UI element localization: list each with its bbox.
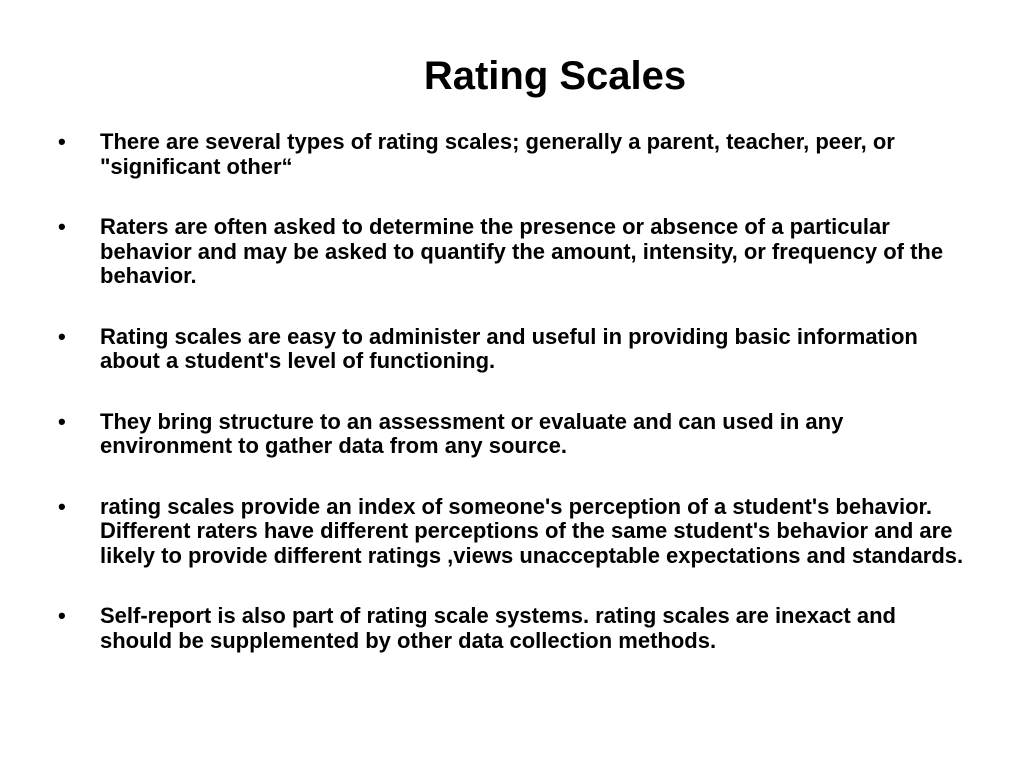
bullet-text: rating scales provide an index of someone's perception of a student's behavior. Different raters have different perceptions of the same student's behavior and are likely to provide different ratings ,views unacceptable expectations and standards. (100, 493, 964, 568)
slide-title: Rating Scales (423, 54, 687, 98)
bullet-text: Raters are often asked to determine the presence or absence of a particular behavior and may be asked to quantify the amount, intensity, or frequency of the behavior. (100, 214, 944, 288)
list-item (56, 495, 966, 569)
bullet-icon: • (58, 603, 66, 628)
bullet-text: They bring structure to an assessment or evaluate and can used in any environment to gather data from any source. (100, 408, 844, 458)
list-item (56, 215, 966, 289)
bullet-icon: • (58, 323, 66, 349)
bullet-icon: • (58, 214, 66, 239)
bullet-text: Rating scales are easy to administer and useful in providing basic information about a student's level of functioning. (100, 323, 918, 373)
list-item (56, 604, 966, 653)
bullet-text: There are several types of rating scales; generally a parent, teacher, peer, or "significant other“ (100, 129, 895, 179)
list-item (56, 410, 966, 459)
bullet-icon: • (58, 493, 66, 519)
bullet-icon: • (58, 408, 66, 434)
bullet-list (56, 130, 966, 689)
bullet-icon: • (58, 129, 66, 154)
bullet-text: Self-report is also part of rating scale systems. rating scales are inexact and should be supplemented by other data collection methods. (100, 603, 896, 653)
list-item (56, 325, 966, 374)
list-item (56, 130, 966, 179)
